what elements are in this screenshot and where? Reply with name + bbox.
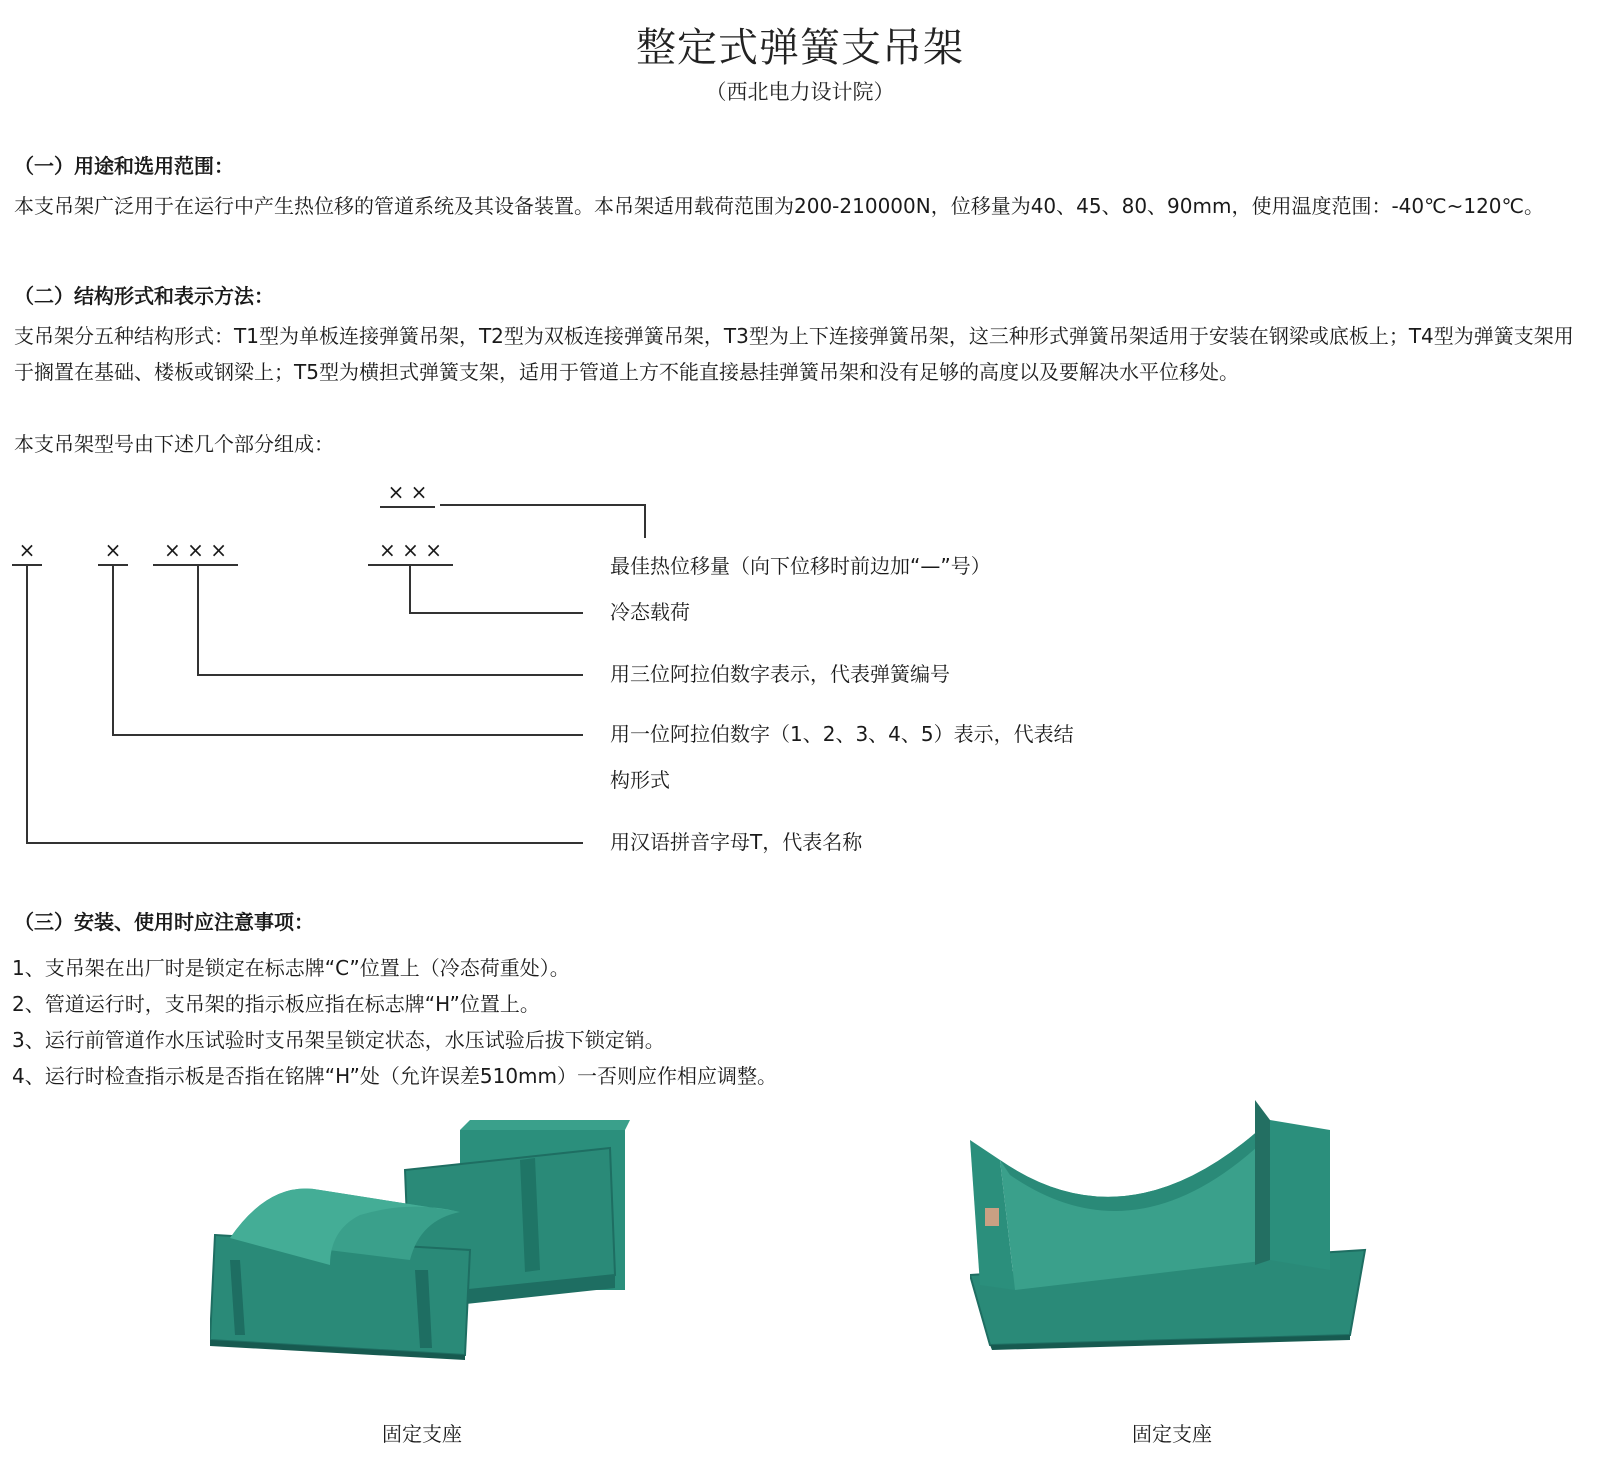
connector-line [644, 504, 646, 538]
model-intro: 本支吊架型号由下述几个部分组成： [14, 432, 334, 456]
notice-item-3: 3、运行前管道作水压试验时支吊架呈锁定状态，水压试验后拔下锁定销。 [12, 1028, 665, 1052]
fixed-support-photo-left [210, 1120, 640, 1360]
label-structure-line2: 构形式 [610, 768, 670, 792]
section2-heading: （二）结构形式和表示方法： [14, 284, 274, 308]
mark-spring-number: × × × [153, 538, 238, 566]
connector-line [112, 734, 583, 736]
mark-displacement: × × [380, 480, 435, 508]
connector-line [409, 566, 411, 614]
photo-caption-right: 固定支座 [1132, 1422, 1212, 1446]
section2-body: 支吊架分五种结构形式：T1型为单板连接弹簧吊架，T2型为双板连接弹簧吊架，T3型为上下连接弹簧吊架，这三种形式弹簧吊架适用于安装在钢梁或底板上；T4型为弹簧支架用于搁置在基础、楼板或钢梁上；T5型为横担式弹簧支架，适用于管道上方不能直接悬挂弹簧吊架和没有足够的高度以及要解决水平位移处。 [14, 324, 1574, 384]
page-subtitle: （西北电力设计院） [705, 80, 895, 104]
mark-cold-load: × × × [368, 538, 453, 566]
label-name: 用汉语拼音字母T，代表名称 [610, 830, 863, 854]
section1-heading: （一）用途和选用范围： [14, 154, 234, 178]
section3-heading: （三）安装、使用时应注意事项： [14, 910, 314, 934]
label-structure-line1: 用一位阿拉伯数字（1、2、3、4、5）表示，代表结 [610, 722, 1074, 746]
fixed-support-photo-right [970, 1100, 1370, 1350]
notice-item-2: 2、管道运行时，支吊架的指示板应指在标志牌“H”位置上。 [12, 992, 540, 1016]
connector-line [26, 566, 28, 844]
page-title: 整定式弹簧支吊架 [636, 25, 964, 71]
label-spring-number: 用三位阿拉伯数字表示，代表弹簧编号 [610, 662, 950, 686]
mark-name: × [12, 538, 42, 566]
connector-line [197, 566, 199, 676]
connector-line [440, 504, 646, 506]
label-displacement: 最佳热位移量（向下位移时前边加“—”号） [610, 554, 991, 578]
label-cold-load: 冷态载荷 [610, 600, 690, 624]
connector-line [112, 566, 114, 736]
connector-line [26, 842, 583, 844]
connector-line [409, 612, 583, 614]
connector-line [197, 674, 583, 676]
notice-item-4: 4、运行时检查指示板是否指在铭牌“H”处（允许误差510mm）一否则应作相应调整。 [12, 1064, 778, 1088]
mark-structure: × [98, 538, 128, 566]
notice-item-1: 1、支吊架在出厂时是锁定在标志牌“C”位置上（冷态荷重处）。 [12, 956, 570, 980]
photo-caption-left: 固定支座 [382, 1422, 462, 1446]
section1-body: 本支吊架广泛用于在运行中产生热位移的管道系统及其设备装置。本吊架适用载荷范围为200-210000N，位移量为40、45、80、90mm，使用温度范围：-40℃~120℃。 [14, 194, 1544, 218]
